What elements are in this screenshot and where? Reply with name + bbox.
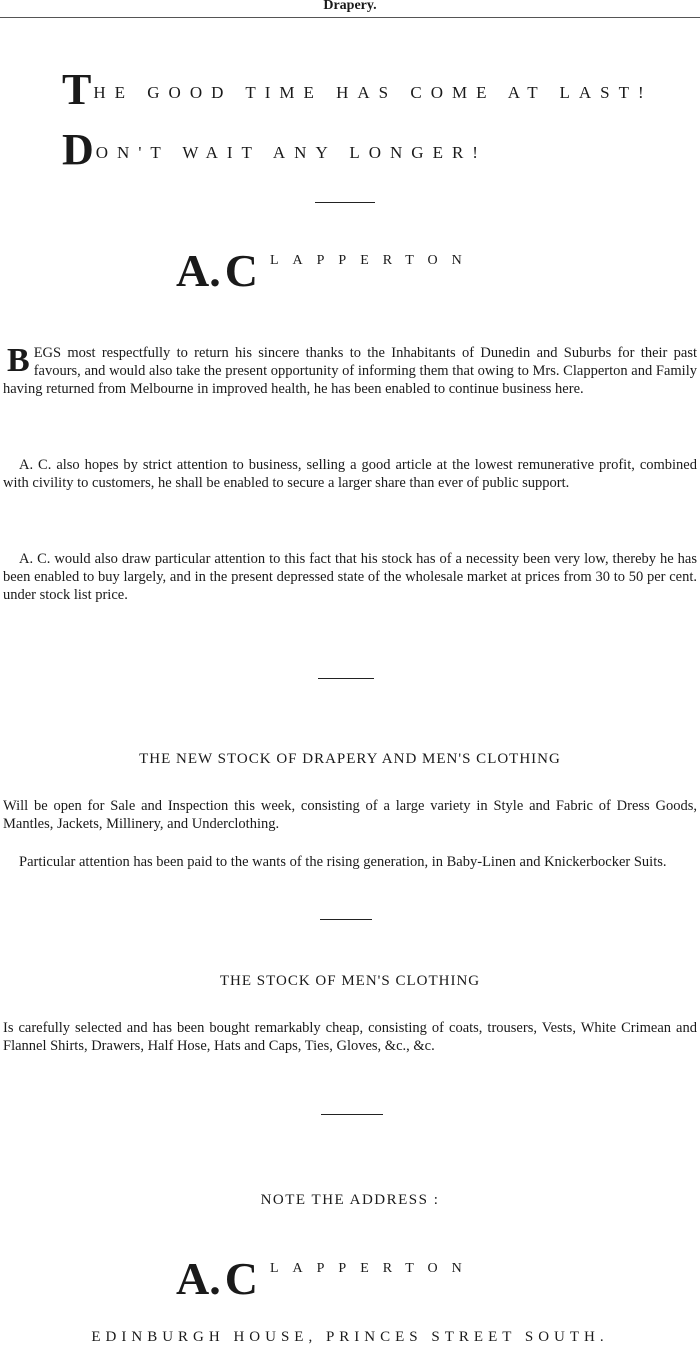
merchant-surname-initial: C: [224, 245, 258, 296]
intro-text: EGS most respectfully to return his sincere thanks to the Inhabitants of Dunedin and Suburbs for their past favours, and would also take the present opportunity of informing them that owing to Mrs. Clapperton and Family having returned from Melbourne in improved health, he has been enabled to continue business here.: [3, 345, 697, 397]
mens-p1-text: Is carefully selected and has been bought remarkably cheap, consisting of coats, trousers, Vests, White Crimean and Flannel Shirts, Drawers, Half Hose, Hats and Caps, Ties, Gloves, &c., &c.: [3, 1020, 697, 1054]
mens-heading: THE STOCK OF MEN'S CLOTHING: [219, 973, 481, 989]
headline-initial-t: T: [62, 65, 94, 114]
headline-text-1: HE GOOD TIME HAS COME AT LAST!: [93, 83, 653, 102]
section-header: Drapery.: [323, 0, 377, 13]
mens-paragraph: [3, 1019, 697, 1055]
drapery-paragraph-1: [3, 797, 697, 833]
dropcap-b: B: [7, 342, 30, 379]
drapery-heading: THE NEW STOCK OF DRAPERY AND MEN'S CLOTHING: [139, 751, 561, 767]
headline-initial-d: D: [62, 125, 96, 174]
drapery-p2-text: Particular attention has been paid to the wants of the rising generation, in Baby-Linen and Knickerbocker Suits.: [19, 854, 667, 870]
street-address: EDINBURGH HOUSE, PRINCES STREET SOUTH.: [91, 1329, 609, 1345]
footer-surname-initial: C: [224, 1253, 258, 1304]
footer-surname-rest: LAPPERTON: [269, 1261, 476, 1276]
paragraph-2-text: A. C. also hopes by strict attention to business, selling a good article at the lowest remunerative profit, combined with civility to customers, he shall be enabled to secure a larger share than ever of public support.: [3, 457, 697, 491]
divider-2: [318, 678, 374, 679]
paragraph-3: [3, 550, 697, 604]
header-rule: [0, 17, 700, 18]
divider-3: [320, 919, 372, 920]
headline-line-2: [62, 124, 487, 175]
drapery-p1-text: Will be open for Sale and Inspection this week, consisting of a large variety in Style and Fabric of Dress Goods, Mantles, Jackets, Millinery, and Underclothing.: [3, 798, 697, 832]
merchant-name: [176, 244, 476, 297]
divider-4: [321, 1114, 383, 1115]
intro-paragraph: [3, 344, 697, 398]
headline-line-1: [62, 64, 653, 115]
paragraph-2: [3, 456, 697, 492]
footer-initial: A.: [176, 1253, 221, 1304]
paragraph-3-text: A. C. would also draw particular attention to this fact that his stock has of a necessity been very low, thereby he has been enabled to buy largely, and in the present depressed state of the wholesale market at prices from 30 to 50 per cent. under stock list price.: [3, 551, 697, 603]
note-heading: NOTE THE ADDRESS :: [260, 1192, 440, 1208]
merchant-surname-rest: LAPPERTON: [269, 253, 476, 268]
drapery-paragraph-2: [3, 853, 697, 871]
divider-1: [315, 202, 375, 203]
headline-text-2: ON'T WAIT ANY LONGER!: [95, 143, 487, 162]
merchant-initial: A.: [176, 245, 221, 296]
footer-merchant-name: [176, 1252, 476, 1305]
